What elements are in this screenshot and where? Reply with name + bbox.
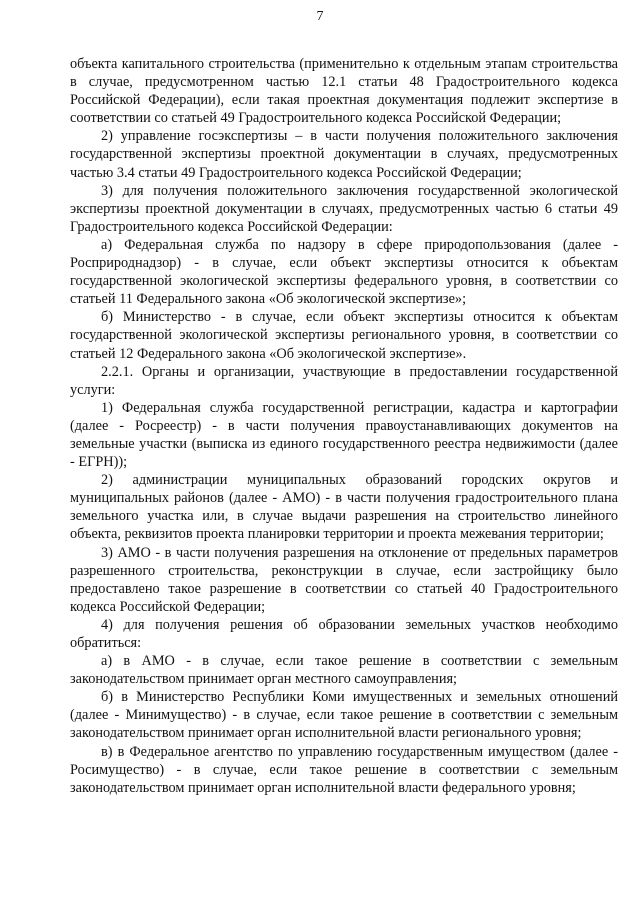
- document-body: [70, 55, 618, 797]
- paragraph-item-1-rosreestr: 1) Федеральная служба государственной регистрации, кадастра и картографии (далее - Росреестр) - в части получения правоустанавливающих документов на земельные участки (выписка из единого государственного реестра недвижимости (далее - ЕГРН));: [70, 399, 618, 471]
- paragraph-subitem-b-minimushchestvo: б) в Министерство Республики Коми имущественных и земельных отношений (далее - Минимущество) - в случае, если такое решение в соответствии с земельным законодательством принимает орган исполнительной власти регионального уровня;: [70, 689, 618, 742]
- paragraph-section-2-2-1: 2.2.1. Органы и организации, участвующие в предоставлении государственной услуги:: [70, 363, 618, 398]
- page-number: 7: [316, 9, 324, 24]
- paragraph-item-2-amo: 2) администрации муниципальных образований городских округов и муниципальных районов (далее - АМО) - в части получения градостроительного плана земельного участка или, в случае выдачи разрешения на строительство линейного объекта, реквизитов проекта планировки территории и проекта межевания территории;: [70, 472, 618, 543]
- paragraph-item-3-amo-permit: 3) АМО - в части получения разрешения на отклонение от предельных параметров разрешенного строительства, реконструкции в случае, если застройщику было предоставлено такое разрешение в соответствии со статьей 40 Градостроительного кодекса Российской Федерации;: [70, 544, 618, 615]
- paragraph-item-2-gosexpertiza: 2) управление госэкспертизы – в части получения положительного заключения государственной экспертизы проектной документации в случаях, предусмотренных частью 3.4 статьи 49 Градостроительного кодекса Российской Федерации;: [70, 128, 618, 181]
- paragraph-continuation: объекта капитального строительства (применительно к отдельным этапам строительства в случае, предусмотренном частью 12.1 статьи 48 Градостроительного кодекса Российской Федерации), если такая проектная документация подлежит экспертизе в соответствии со статьей 49 Градостроительного кодекса Российской Федерации;: [70, 56, 618, 127]
- paragraph-subitem-b-ministry: б) Министерство - в случае, если объект экспертизы относится к объектам государственной экологической экспертизы регионального уровня, в соответствии со статьей 12 Федерального закона «Об экологической экспертизе».: [70, 309, 618, 362]
- paragraph-item-3-ecological-expertise: 3) для получения положительного заключения государственной экологической экспертизы проектной документации в случаях, предусмотренных частью 6 статьи 49 Градостроительного кодекса Российской Федерации:: [70, 182, 618, 235]
- paragraph-subitem-a-rosprirodnadzor: а) Федеральная служба по надзору в сфере природопользования (далее - Росприроднадзор) - в случае, если объект экспертизы относится к объектам государственной экологической экспертизы федерального уровня, в соответствии со статьей 11 Федерального закона «Об экологической экспертизе»;: [70, 236, 618, 308]
- paragraph-subitem-v-rosimushchestvo: в) в Федеральное агентство по управлению государственным имуществом (далее - Росимущество) - в случае, если такое решение в соответствии с земельным законодательством принимает орган исполнительной власти федерального уровня;: [70, 743, 618, 796]
- paragraph-item-4-land-plots: 4) для получения решения об образовании земельных участков необходимо обратиться:: [70, 616, 618, 651]
- paragraph-subitem-a-amo: а) в АМО - в случае, если такое решение в соответствии с земельным законодательством принимает орган местного самоуправления;: [70, 653, 618, 688]
